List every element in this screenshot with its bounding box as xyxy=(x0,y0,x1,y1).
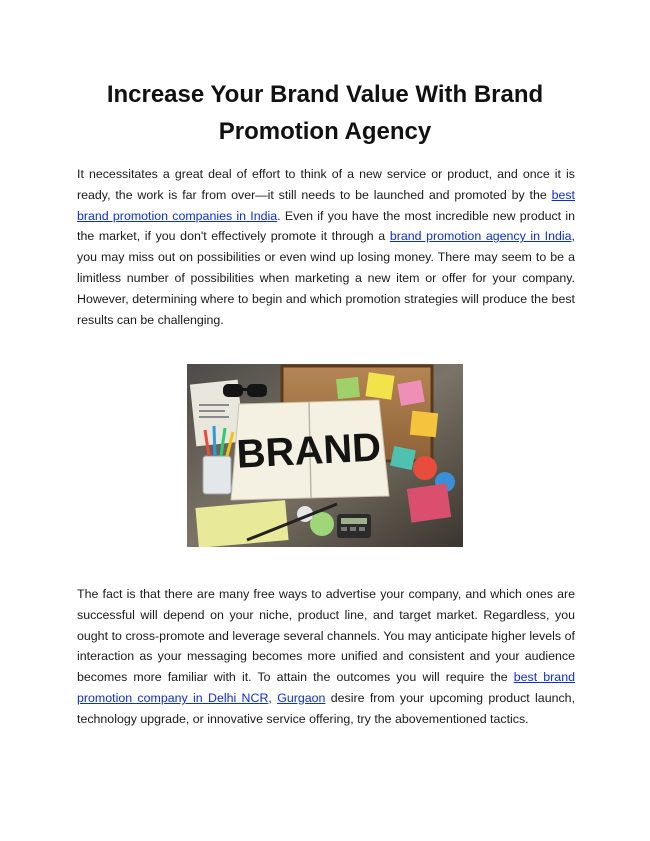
delhi-ncr-link[interactable]: best brand promotion company in Delhi NCR xyxy=(77,670,575,705)
intro-paragraph xyxy=(77,164,575,330)
conclusion-paragraph xyxy=(77,584,575,730)
page-title: Increase Your Brand Value With Brand Promotion Agency xyxy=(106,81,544,145)
gurgaon-link[interactable]: Gurgaon xyxy=(277,690,326,705)
paragraph-text: , xyxy=(268,690,278,705)
paragraph-text: It necessitates a great deal of effort to think of a new service or product, and once it is ready, the work is far from over—it still needs to be launched and promoted by the xyxy=(77,167,575,202)
paragraph-text: , you may miss out on possibilities or even wind up losing money. There may seem to be a limitless number of possibilities when marketing a new item or offer for your company. However, determining where to begin and which promotion strategies will produce the best results can be challenging. xyxy=(77,229,575,327)
paragraph-text: The fact is that there are many free ways to advertise your company, and which ones are successful will depend on your niche, product line, and target market. Regardless, you ought to cross-promote and leverage several channels. You may anticipate higher levels of interaction as your messaging becomes more unified and consistent and your audience becomes more familiar with it. To attain the outcomes you will require the xyxy=(77,587,575,685)
brand-promotion-agency-link[interactable]: brand promotion agency in India xyxy=(389,229,572,244)
paragraph-text: . Even if you have the most incredible new product in the market, if you don't effectively promote it through a xyxy=(77,208,575,244)
brand-promotion-companies-link[interactable]: best brand promotion companies in India xyxy=(77,187,575,223)
paragraph-text: desire from your upcoming product launch, technology upgrade, or innovative service offering, try the abovementioned tactics. xyxy=(77,690,576,726)
board-text: BRAND xyxy=(235,425,383,477)
brand-photo xyxy=(187,364,463,547)
